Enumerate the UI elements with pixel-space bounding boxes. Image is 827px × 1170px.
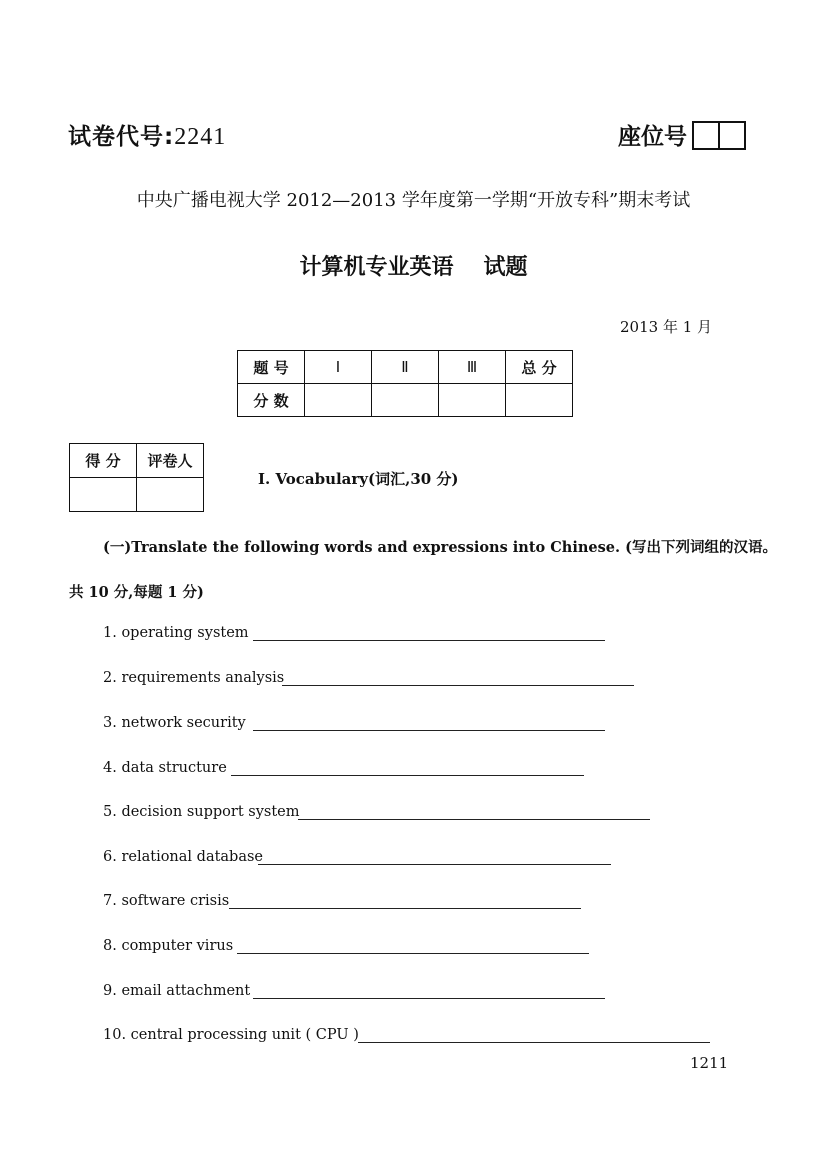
answer-line[interactable] [358, 1042, 710, 1043]
question-label: 9. email attachment [103, 983, 251, 999]
question-label: 8. computer virus [103, 938, 234, 954]
score-table-cell: Ⅱ [372, 351, 439, 384]
exam-title-subject: 计算机专业英语 [299, 255, 454, 280]
answer-line[interactable] [282, 685, 634, 686]
score-table-cell: 题 号 [238, 351, 305, 384]
seat-box [692, 121, 720, 150]
sub-heading: (一)Translate the following words and expressions into Chinese. (写出下列词组的汉语。 [103, 539, 777, 556]
answer-line[interactable] [298, 819, 650, 820]
score-table-cell [506, 384, 573, 417]
question-label: 5. decision support system [103, 804, 300, 820]
paper-code-label: 试卷代号: [68, 124, 175, 150]
score-table-cell [372, 384, 439, 417]
paper-code [68, 118, 226, 151]
score-table-cell [305, 384, 372, 417]
exam-session-line: 中央广播电视大学 2012—2013 学年度第一学期“开放专科”期末考试 [136, 190, 691, 211]
answer-line[interactable] [253, 998, 605, 999]
seat-box [720, 121, 746, 150]
answer-line[interactable] [231, 775, 584, 776]
page-number: 1211 [690, 1054, 729, 1072]
grader-table-cell [137, 478, 204, 512]
question-label: 4. data structure [103, 760, 227, 776]
grader-table-header-row [70, 444, 204, 478]
score-table [237, 350, 573, 417]
question-label: 3. network security [103, 715, 246, 731]
score-table-cell: Ⅰ [305, 351, 372, 384]
grader-table-cell: 评卷人 [137, 444, 204, 478]
score-table-cell [439, 384, 506, 417]
seat-number-label: 座位号 [618, 124, 687, 150]
exam-title [0, 250, 827, 281]
grader-table [69, 443, 204, 512]
answer-line[interactable] [229, 908, 581, 909]
question-label: 10. central processing unit ( CPU ) [103, 1027, 359, 1043]
score-table-score-row [238, 384, 573, 417]
grader-table-cell [70, 478, 137, 512]
grader-table-body-row [70, 478, 204, 512]
answer-line[interactable] [253, 730, 605, 731]
answer-line[interactable] [258, 864, 611, 865]
question-label: 1. operating system [103, 625, 249, 641]
exam-title-suffix: 试题 [483, 255, 528, 280]
seat-number-boxes [692, 121, 746, 150]
question-label: 2. requirements analysis [103, 670, 285, 686]
grader-table-cell: 得 分 [70, 444, 137, 478]
score-table-cell: Ⅲ [439, 351, 506, 384]
exam-date: 2013 年 1 月 [620, 318, 713, 336]
score-table-cell: 分 数 [238, 384, 305, 417]
answer-line[interactable] [237, 953, 589, 954]
sub-heading-continuation: 共 10 分,每题 1 分) [69, 584, 204, 601]
section-heading: Ⅰ. Vocabulary(词汇,30 分) [258, 470, 459, 488]
paper-code-value: 2241 [174, 124, 227, 150]
score-table-header-row [238, 351, 573, 384]
question-label: 6. relational database [103, 849, 264, 865]
score-table-cell: 总 分 [506, 351, 573, 384]
answer-line[interactable] [253, 640, 605, 641]
question-label: 7. software crisis [103, 893, 230, 909]
